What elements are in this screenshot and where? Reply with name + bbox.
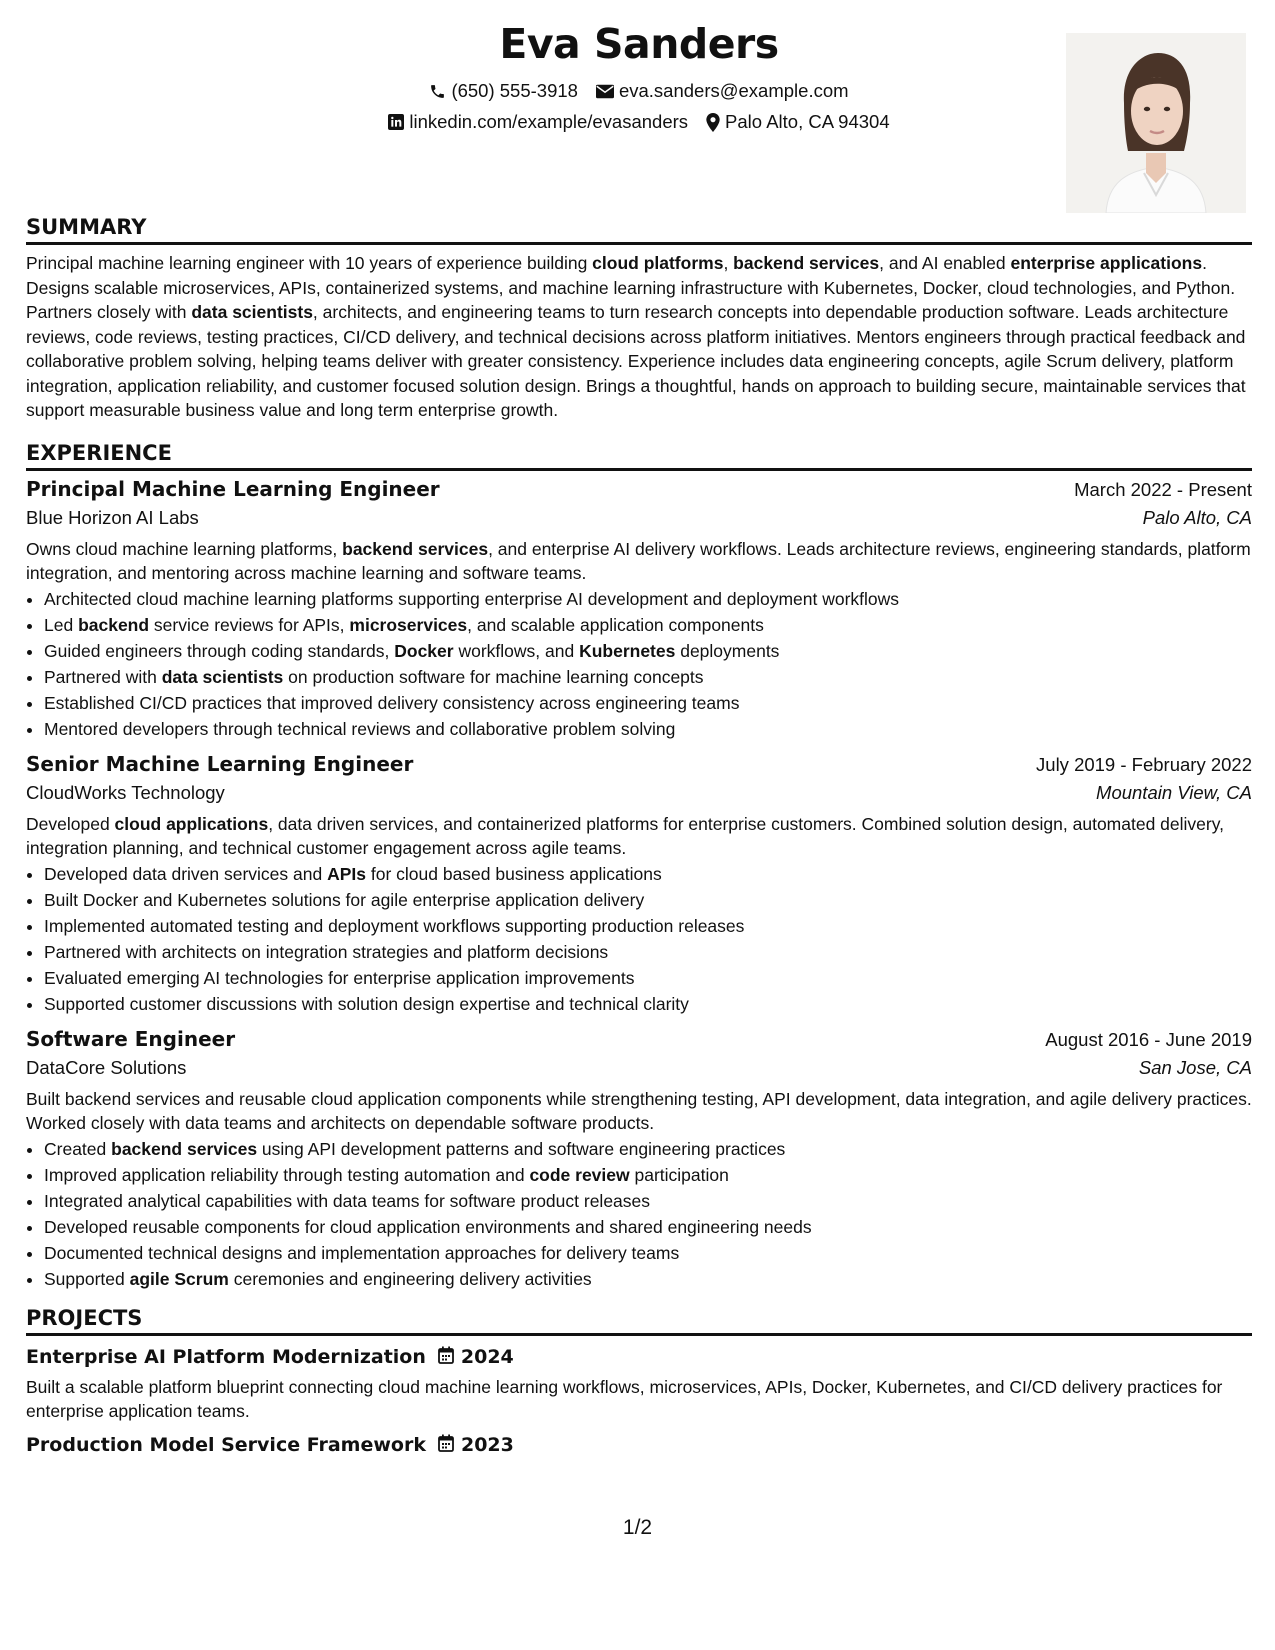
location-text: Palo Alto, CA 94304 (725, 111, 890, 132)
experience-heading: EXPERIENCE (26, 441, 1252, 471)
text-run: Documented technical designs and implementation approaches for delivery teams (44, 1242, 680, 1263)
text-run: Integrated analytical capabilities with data teams for software product releases (44, 1190, 651, 1211)
text-run: service reviews for APIs, (149, 614, 350, 635)
text-run: Established CI/CD practices that improved delivery consistency across engineering teams (44, 692, 740, 713)
job-title: Principal Machine Learning Engineer (26, 476, 440, 501)
job-dates: July 2019 - February 2022 (1036, 753, 1252, 775)
bold-keyword: cloud platforms (592, 253, 724, 273)
bold-keyword: Kubernetes (579, 640, 676, 661)
bold-keyword: microservices (349, 614, 468, 635)
projects-heading: PROJECTS (26, 1306, 1252, 1336)
page-number: 1/2 (622, 1516, 653, 1539)
bullet-item (44, 716, 1252, 742)
company-name: CloudWorks Technology (26, 781, 225, 803)
phone-number[interactable]: (650) 555-3918 (451, 80, 578, 101)
bullet-item (44, 690, 1252, 716)
text-run: Guided engineers through coding standards, (44, 640, 395, 661)
text-run: Developed data driven services and (44, 863, 328, 884)
text-run: , and enterprise AI delivery workflows. Leads architecture reviews, engineering standards, platform integration, and mentoring across machine learning and software teams. (26, 538, 1251, 583)
text-run: Improved application reliability through testing automation and (44, 1164, 530, 1185)
contact-linkedin (388, 111, 688, 133)
company-name: Blue Horizon AI Labs (26, 506, 199, 528)
bullet-item (44, 1214, 1252, 1240)
project-title: Production Model Service Framework (26, 1434, 426, 1456)
job-summary (26, 812, 1252, 861)
linkedin-url[interactable]: linkedin.com/example/evasanders (409, 111, 689, 132)
candidate-name: Eva Sanders (499, 20, 779, 68)
job-location: San Jose, CA (1138, 1056, 1252, 1078)
text-run: ceremonies and engineering delivery activities (228, 1268, 592, 1289)
job-summary (26, 537, 1252, 586)
company-name: DataCore Solutions (26, 1056, 187, 1078)
contact-location (706, 111, 890, 133)
text-run: using API development patterns and software engineering practices (257, 1138, 786, 1159)
project-year: 2024 (460, 1346, 514, 1368)
bold-keyword: data scientists (161, 666, 284, 687)
text-run: , data driven services, and containerized platforms for enterprise customers. Combined solution design, automated delivery, integration planning, and technical customer engagement across agile teams. (26, 813, 1225, 858)
text-run: , architects, and engineering teams to turn research concepts into dependable production software. Leads architecture reviews, code reviews, testing practices, CI/CD delivery, and technical decisions across platform initiatives. Mentors engineers through practical feedback and collaborative problem solving, helping teams deliver with greater consistency. Experience includes data engineering concepts, agile Scrum delivery, platform integration, application reliability, and customer focused solution design. Brings a thoughtful, hands on approach to building secure, maintainable services that support measurable business value and long term enterprise growth. (26, 302, 1246, 420)
job-entry (26, 477, 1252, 742)
bold-keyword: data scientists (191, 302, 313, 322)
bullet-item (44, 965, 1252, 991)
bullet-item (44, 1266, 1252, 1292)
contact-email (596, 80, 849, 102)
bullet-item (44, 1240, 1252, 1266)
text-run: Built backend services and reusable cloud application components while strengthening testing, API development, data integration, and agile delivery practices. Worked closely with data teams and architects on dependable software products. (26, 1088, 1252, 1133)
text-run: Partnered with architects on integration strategies and platform decisions (44, 941, 609, 962)
job-bullets (26, 586, 1252, 742)
bold-keyword: agile Scrum (129, 1268, 229, 1289)
bullet-item (44, 612, 1252, 638)
bold-keyword: backend services (111, 1138, 258, 1159)
text-run: , and scalable application components (467, 614, 764, 635)
phone-icon (429, 83, 446, 100)
bullet-item (44, 939, 1252, 965)
summary-section (26, 215, 1252, 423)
text-run: workflows, and (453, 640, 580, 661)
bold-keyword: cloud applications (114, 813, 269, 834)
bullet-item (44, 887, 1252, 913)
text-run: Evaluated emerging AI technologies for enterprise application improvements (44, 967, 635, 988)
bold-keyword: code review (529, 1164, 630, 1185)
bullet-item (44, 861, 1252, 887)
text-run: , (723, 253, 734, 273)
bullet-item (44, 586, 1252, 612)
resume-header (26, 0, 1252, 215)
bold-keyword: Docker (394, 640, 454, 661)
job-dates: March 2022 - Present (1074, 478, 1252, 500)
text-run: Principal machine learning engineer with 10 years of experience building (26, 253, 593, 273)
bullet-item (44, 1188, 1252, 1214)
text-run: deployments (675, 640, 780, 661)
text-run: Partnered with (44, 666, 162, 687)
text-run: Created (44, 1138, 112, 1159)
projects-section (26, 1306, 1252, 1457)
linkedin-icon (388, 114, 404, 130)
job-bullets (26, 1136, 1252, 1292)
job-dates: August 2016 - June 2019 (1045, 1028, 1252, 1050)
text-run: Led (44, 614, 79, 635)
profile-photo (1066, 33, 1246, 213)
text-run: Developed (26, 813, 115, 834)
text-run: for cloud based business applications (366, 863, 662, 884)
project-entry (26, 1346, 1252, 1424)
project-entry (26, 1434, 1252, 1457)
job-location: Palo Alto, CA (1142, 506, 1252, 528)
job-summary (26, 1087, 1252, 1136)
job-entry (26, 752, 1252, 1017)
text-run: Built Docker and Kubernetes solutions for agile enterprise application delivery (44, 889, 645, 910)
bold-keyword: backend services (342, 538, 489, 559)
text-run: Supported customer discussions with solution design expertise and technical clarity (44, 993, 689, 1014)
envelope-icon (596, 84, 614, 99)
bullet-item (44, 638, 1252, 664)
text-run: Mentored developers through technical reviews and collaborative problem solving (44, 718, 676, 739)
bullet-item (44, 1136, 1252, 1162)
bullet-item (44, 664, 1252, 690)
bold-keyword: APIs (327, 863, 366, 884)
job-title: Senior Machine Learning Engineer (26, 751, 414, 776)
experience-section (26, 441, 1252, 1292)
email-address[interactable]: eva.sanders@example.com (618, 80, 849, 101)
summary-text (26, 251, 1252, 423)
calendar-icon (438, 1434, 454, 1457)
resume-page (26, 0, 1252, 1650)
summary-heading: SUMMARY (26, 215, 1252, 245)
bullet-item (44, 913, 1252, 939)
project-year: 2023 (460, 1434, 514, 1456)
text-run: Developed reusable components for cloud application environments and shared engineering needs (44, 1216, 812, 1237)
job-title: Software Engineer (26, 1026, 236, 1051)
text-run: Owns cloud machine learning platforms, (26, 538, 343, 559)
map-pin-icon (706, 113, 720, 132)
job-entry (26, 1027, 1252, 1292)
bullet-item (44, 991, 1252, 1017)
text-run: Supported (44, 1268, 130, 1289)
bullet-item (44, 1162, 1252, 1188)
project-title: Enterprise AI Platform Modernization (26, 1346, 426, 1368)
bold-keyword: backend services (733, 253, 880, 273)
text-run: . Designs scalable microservices, APIs, containerized systems, and machine learning infrastructure with Kubernetes, Docker, cloud technologies, and Python. Partners closely with (26, 253, 1236, 322)
bold-keyword: enterprise applications (1010, 253, 1203, 273)
text-run: on production software for machine learning concepts (283, 666, 704, 687)
job-bullets (26, 861, 1252, 1017)
contact-phone (429, 80, 578, 102)
job-location: Mountain View, CA (1096, 781, 1252, 803)
bold-keyword: backend (78, 614, 150, 635)
text-run: participation (629, 1164, 729, 1185)
project-description: Built a scalable platform blueprint connecting cloud machine learning workflows, microservices, APIs, Docker, Kubernetes, and CI/CD delivery practices for enterprise application teams. (26, 1376, 1223, 1421)
text-run: Architected cloud machine learning platforms supporting enterprise AI development and deployment workflows (44, 588, 900, 609)
calendar-icon (438, 1346, 454, 1369)
text-run: , and AI enabled (879, 253, 1011, 273)
text-run: Implemented automated testing and deployment workflows supporting production releases (44, 915, 745, 936)
